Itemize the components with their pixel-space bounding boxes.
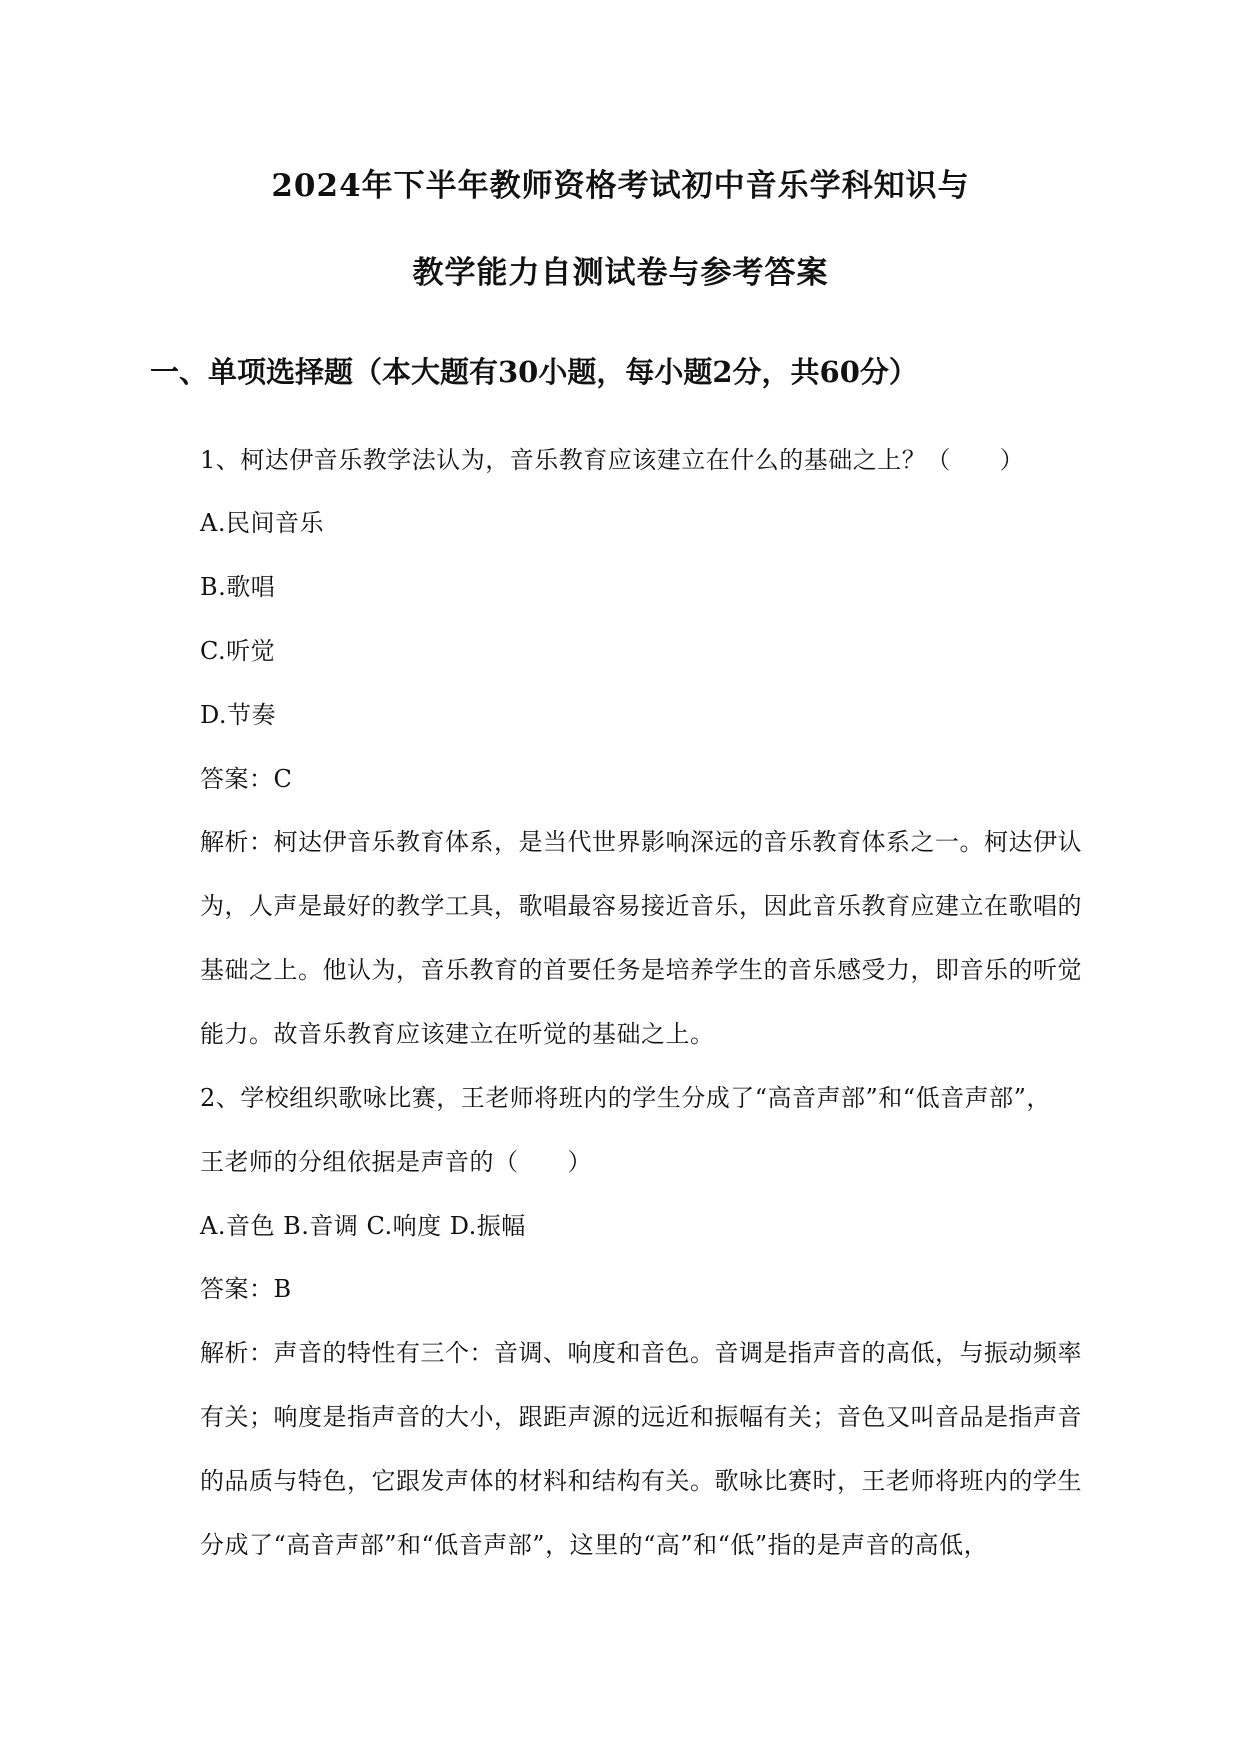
- question-1-option-b: B.歌唱: [200, 573, 276, 601]
- question-2-stem-line-1: 2、学校组织歌咏比赛，王老师将班内的学生分成了“高音声部”和“低音声部”，: [200, 1084, 1051, 1112]
- question-1-analysis-line-3: 基础之上。他认为，音乐教育的首要任务是培养学生的音乐感受力，即音乐的听觉: [200, 956, 1082, 984]
- question-2-analysis-line-2: 有关；响度是指声音的大小，跟距声源的远近和振幅有关；音色又叫音品是指声音: [200, 1403, 1082, 1431]
- question-1-analysis-line-2: 为，人声是最好的教学工具，歌唱最容易接近音乐，因此音乐教育应建立在歌唱的: [200, 892, 1082, 920]
- question-1-option-d: D.节奏: [200, 701, 277, 729]
- question-1-option-c: C.听觉: [200, 637, 276, 665]
- question-1-option-a: A.民间音乐: [200, 509, 324, 537]
- question-2-options: A.音色 B.音调 C.响度 D.振幅: [200, 1212, 526, 1240]
- question-2-analysis-line-3: 的品质与特色，它跟发声体的材料和结构有关。歌咏比赛时，王老师将班内的学生: [200, 1467, 1082, 1495]
- document-title-line-1: 2024年下半年教师资格考试初中音乐学科知识与: [271, 168, 970, 204]
- question-1-answer: 答案：C: [200, 765, 293, 793]
- question-1-analysis-line-4: 能力。故音乐教育应该建立在听觉的基础之上。: [200, 1020, 715, 1048]
- document-title-line-2: 教学能力自测试卷与参考答案: [412, 255, 829, 291]
- question-1-analysis-line-1: 解析：柯达伊音乐教育体系，是当代世界影响深远的音乐教育体系之一。柯达伊认: [200, 828, 1082, 856]
- question-2-analysis-line-1: 解析：声音的特性有三个：音调、响度和音色。音调是指声音的高低，与振动频率: [200, 1339, 1082, 1367]
- question-2-stem-line-2: 王老师的分组依据是声音的（ ）: [200, 1148, 592, 1176]
- question-1-stem: 1、柯达伊音乐教学法认为，音乐教育应该建立在什么的基础之上？（ ）: [200, 446, 1025, 474]
- question-2-analysis-line-4: 分成了“高音声部”和“低音声部”，这里的“高”和“低”指的是声音的高低，: [200, 1531, 989, 1559]
- section-heading: 一、单项选择题（本大题有30小题，每小题2分，共60分）: [150, 355, 918, 389]
- question-2-answer: 答案：B: [200, 1275, 292, 1303]
